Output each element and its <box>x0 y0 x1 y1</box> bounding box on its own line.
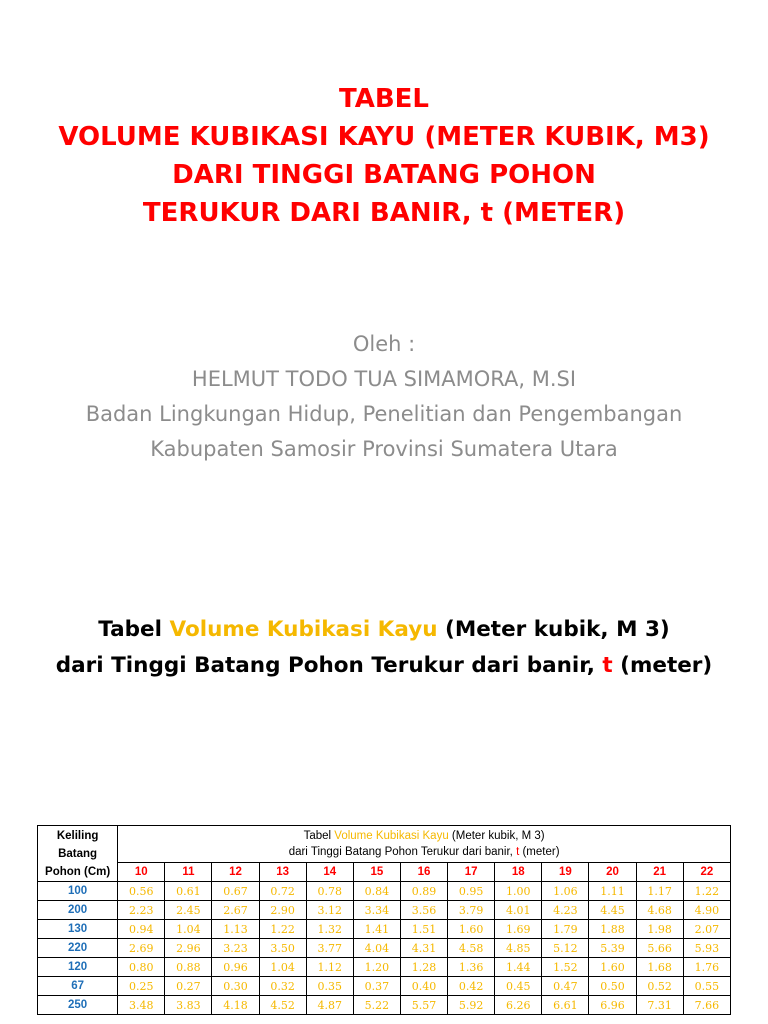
volume-cell: 0.89 <box>400 882 447 901</box>
byline-oleh: Oleh : <box>352 332 416 356</box>
volume-cell: 1.20 <box>353 958 400 977</box>
volume-cell: 4.90 <box>683 901 730 920</box>
corner-label-line: Pohon (Cm) <box>45 865 111 878</box>
volume-cell: 5.57 <box>400 996 447 1015</box>
volume-cell: 1.60 <box>589 958 636 977</box>
volume-cell: 0.55 <box>683 977 730 996</box>
volume-cell: 4.58 <box>448 939 495 958</box>
volume-cell: 1.51 <box>400 920 447 939</box>
column-header-t: 11 <box>165 863 212 882</box>
table-caption <box>118 826 731 863</box>
volume-cell: 3.79 <box>448 901 495 920</box>
main-title <box>0 80 768 232</box>
volume-cell: 3.56 <box>400 901 447 920</box>
volume-cell: 0.27 <box>165 977 212 996</box>
volume-cell: 0.56 <box>118 882 165 901</box>
volume-cell: 2.69 <box>118 939 165 958</box>
column-header-t: 17 <box>448 863 495 882</box>
corner-label-line: Batang <box>58 847 98 860</box>
volume-cell: 4.45 <box>589 901 636 920</box>
volume-cell: 0.52 <box>636 977 683 996</box>
volume-cell: 3.77 <box>306 939 353 958</box>
volume-cell: 5.66 <box>636 939 683 958</box>
volume-cell: 1.04 <box>259 958 306 977</box>
volume-cell: 4.18 <box>212 996 259 1015</box>
column-header-t: 15 <box>353 863 400 882</box>
volume-cell: 0.30 <box>212 977 259 996</box>
subtitle-line2-suffix: (meter) <box>612 653 713 678</box>
column-header-row <box>38 863 731 882</box>
volume-cell: 3.48 <box>118 996 165 1015</box>
volume-cell: 0.84 <box>353 882 400 901</box>
volume-cell: 3.23 <box>212 939 259 958</box>
caption-suffix: (Meter kubik, M 3) <box>448 830 545 842</box>
row-header-keliling: 220 <box>38 939 118 958</box>
volume-cell: 2.45 <box>165 901 212 920</box>
table-row <box>38 901 731 920</box>
title-line-1: TABEL <box>339 84 429 114</box>
volume-cell: 6.61 <box>542 996 589 1015</box>
volume-cell: 0.95 <box>448 882 495 901</box>
volume-cell: 1.98 <box>636 920 683 939</box>
corner-label <box>38 826 118 882</box>
volume-cell: 0.72 <box>259 882 306 901</box>
volume-cell: 5.22 <box>353 996 400 1015</box>
volume-cell: 1.22 <box>259 920 306 939</box>
volume-cell: 1.04 <box>165 920 212 939</box>
subtitle-line-1 <box>0 612 768 648</box>
column-header-t: 14 <box>306 863 353 882</box>
column-header-t: 21 <box>636 863 683 882</box>
volume-cell: 1.32 <box>306 920 353 939</box>
table-caption-row <box>38 826 731 863</box>
volume-cell: 0.88 <box>165 958 212 977</box>
table-row <box>38 882 731 901</box>
volume-cell: 2.67 <box>212 901 259 920</box>
row-header-keliling: 200 <box>38 901 118 920</box>
volume-cell: 4.85 <box>495 939 542 958</box>
volume-cell: 1.11 <box>589 882 636 901</box>
caption-prefix: Tabel <box>303 830 335 842</box>
subtitle-highlight: Volume Kubikasi Kayu <box>169 617 438 642</box>
volume-cell: 1.60 <box>448 920 495 939</box>
volume-cell: 1.13 <box>212 920 259 939</box>
volume-table-body <box>38 826 731 1015</box>
subtitle-t: t <box>602 653 613 678</box>
row-header-keliling: 100 <box>38 882 118 901</box>
subtitle-prefix: Tabel <box>98 617 170 642</box>
column-header-t: 20 <box>589 863 636 882</box>
subtitle-line-2 <box>0 648 768 684</box>
volume-cell: 7.66 <box>683 996 730 1015</box>
row-header-keliling: 120 <box>38 958 118 977</box>
column-header-t: 16 <box>400 863 447 882</box>
volume-cell: 0.50 <box>589 977 636 996</box>
volume-cell: 1.44 <box>495 958 542 977</box>
column-header-t: 13 <box>259 863 306 882</box>
volume-cell: 0.25 <box>118 977 165 996</box>
volume-cell: 1.00 <box>495 882 542 901</box>
volume-cell: 0.94 <box>118 920 165 939</box>
volume-cell: 5.92 <box>448 996 495 1015</box>
byline-institution: Badan Lingkungan Hidup, Penelitian dan Pengembangan <box>85 402 683 426</box>
volume-cell: 1.79 <box>542 920 589 939</box>
volume-cell: 4.87 <box>306 996 353 1015</box>
caption-t: t <box>516 846 520 858</box>
byline <box>0 327 768 467</box>
volume-cell: 6.96 <box>589 996 636 1015</box>
volume-cell: 1.36 <box>448 958 495 977</box>
caption-line-1 <box>118 828 730 844</box>
volume-cell: 1.12 <box>306 958 353 977</box>
volume-cell: 1.06 <box>542 882 589 901</box>
volume-cell: 0.42 <box>448 977 495 996</box>
volume-cell: 2.96 <box>165 939 212 958</box>
byline-region: Kabupaten Samosir Provinsi Sumatera Utara <box>150 437 618 461</box>
volume-cell: 6.26 <box>495 996 542 1015</box>
caption-line-2 <box>118 844 730 860</box>
subtitle-line2-prefix: dari Tinggi Batang Pohon Terukur dari banir, <box>55 653 603 678</box>
volume-cell: 0.32 <box>259 977 306 996</box>
volume-cell: 1.69 <box>495 920 542 939</box>
volume-cell: 1.28 <box>400 958 447 977</box>
volume-cell: 0.37 <box>353 977 400 996</box>
volume-cell: 3.34 <box>353 901 400 920</box>
row-header-keliling: 130 <box>38 920 118 939</box>
table-row <box>38 977 731 996</box>
table-row <box>38 939 731 958</box>
volume-cell: 1.88 <box>589 920 636 939</box>
volume-cell: 0.78 <box>306 882 353 901</box>
volume-cell: 4.68 <box>636 901 683 920</box>
table-row <box>38 958 731 977</box>
volume-cell: 5.93 <box>683 939 730 958</box>
volume-cell: 4.04 <box>353 939 400 958</box>
volume-cell: 1.52 <box>542 958 589 977</box>
volume-cell: 0.96 <box>212 958 259 977</box>
volume-cell: 0.40 <box>400 977 447 996</box>
volume-cell: 1.68 <box>636 958 683 977</box>
volume-cell: 1.22 <box>683 882 730 901</box>
title-line-4: TERUKUR DARI BANIR, t (METER) <box>142 198 626 228</box>
volume-cell: 4.52 <box>259 996 306 1015</box>
title-line-3: DARI TINGGI BATANG POHON <box>172 160 596 190</box>
volume-cell: 5.39 <box>589 939 636 958</box>
section-subtitle <box>0 612 768 684</box>
volume-cell: 3.83 <box>165 996 212 1015</box>
volume-cell: 2.07 <box>683 920 730 939</box>
volume-cell: 0.47 <box>542 977 589 996</box>
row-header-keliling: 67 <box>38 977 118 996</box>
column-header-t: 19 <box>542 863 589 882</box>
volume-cell: 1.17 <box>636 882 683 901</box>
volume-cell: 0.35 <box>306 977 353 996</box>
volume-cell: 0.67 <box>212 882 259 901</box>
table-row <box>38 996 731 1015</box>
volume-cell: 7.31 <box>636 996 683 1015</box>
column-header-t: 10 <box>118 863 165 882</box>
volume-cell: 4.01 <box>495 901 542 920</box>
volume-cell: 4.31 <box>400 939 447 958</box>
table-row <box>38 920 731 939</box>
column-header-t: 22 <box>683 863 730 882</box>
volume-cell: 1.41 <box>353 920 400 939</box>
volume-cell: 0.61 <box>165 882 212 901</box>
title-line-2: VOLUME KUBIKASI KAYU (METER KUBIK, M3) <box>58 122 710 152</box>
volume-cell: 0.80 <box>118 958 165 977</box>
volume-cell: 1.76 <box>683 958 730 977</box>
column-header-t: 12 <box>212 863 259 882</box>
volume-cell: 2.90 <box>259 901 306 920</box>
volume-cell: 4.23 <box>542 901 589 920</box>
volume-table <box>37 825 731 1015</box>
caption-highlight: Volume Kubikasi Kayu <box>334 830 449 842</box>
volume-cell: 3.50 <box>259 939 306 958</box>
volume-cell: 0.45 <box>495 977 542 996</box>
row-header-keliling: 250 <box>38 996 118 1015</box>
caption-line2-suffix: (meter) <box>519 846 560 858</box>
caption-line2-prefix: dari Tinggi Batang Pohon Terukur dari banir, <box>288 846 517 858</box>
volume-cell: 5.12 <box>542 939 589 958</box>
corner-label-line: Keliling <box>56 829 99 842</box>
byline-author: HELMUT TODO TUA SIMAMORA, M.SI <box>191 367 577 391</box>
volume-cell: 2.23 <box>118 901 165 920</box>
subtitle-suffix: (Meter kubik, M 3) <box>437 617 670 642</box>
column-header-t: 18 <box>495 863 542 882</box>
volume-cell: 3.12 <box>306 901 353 920</box>
